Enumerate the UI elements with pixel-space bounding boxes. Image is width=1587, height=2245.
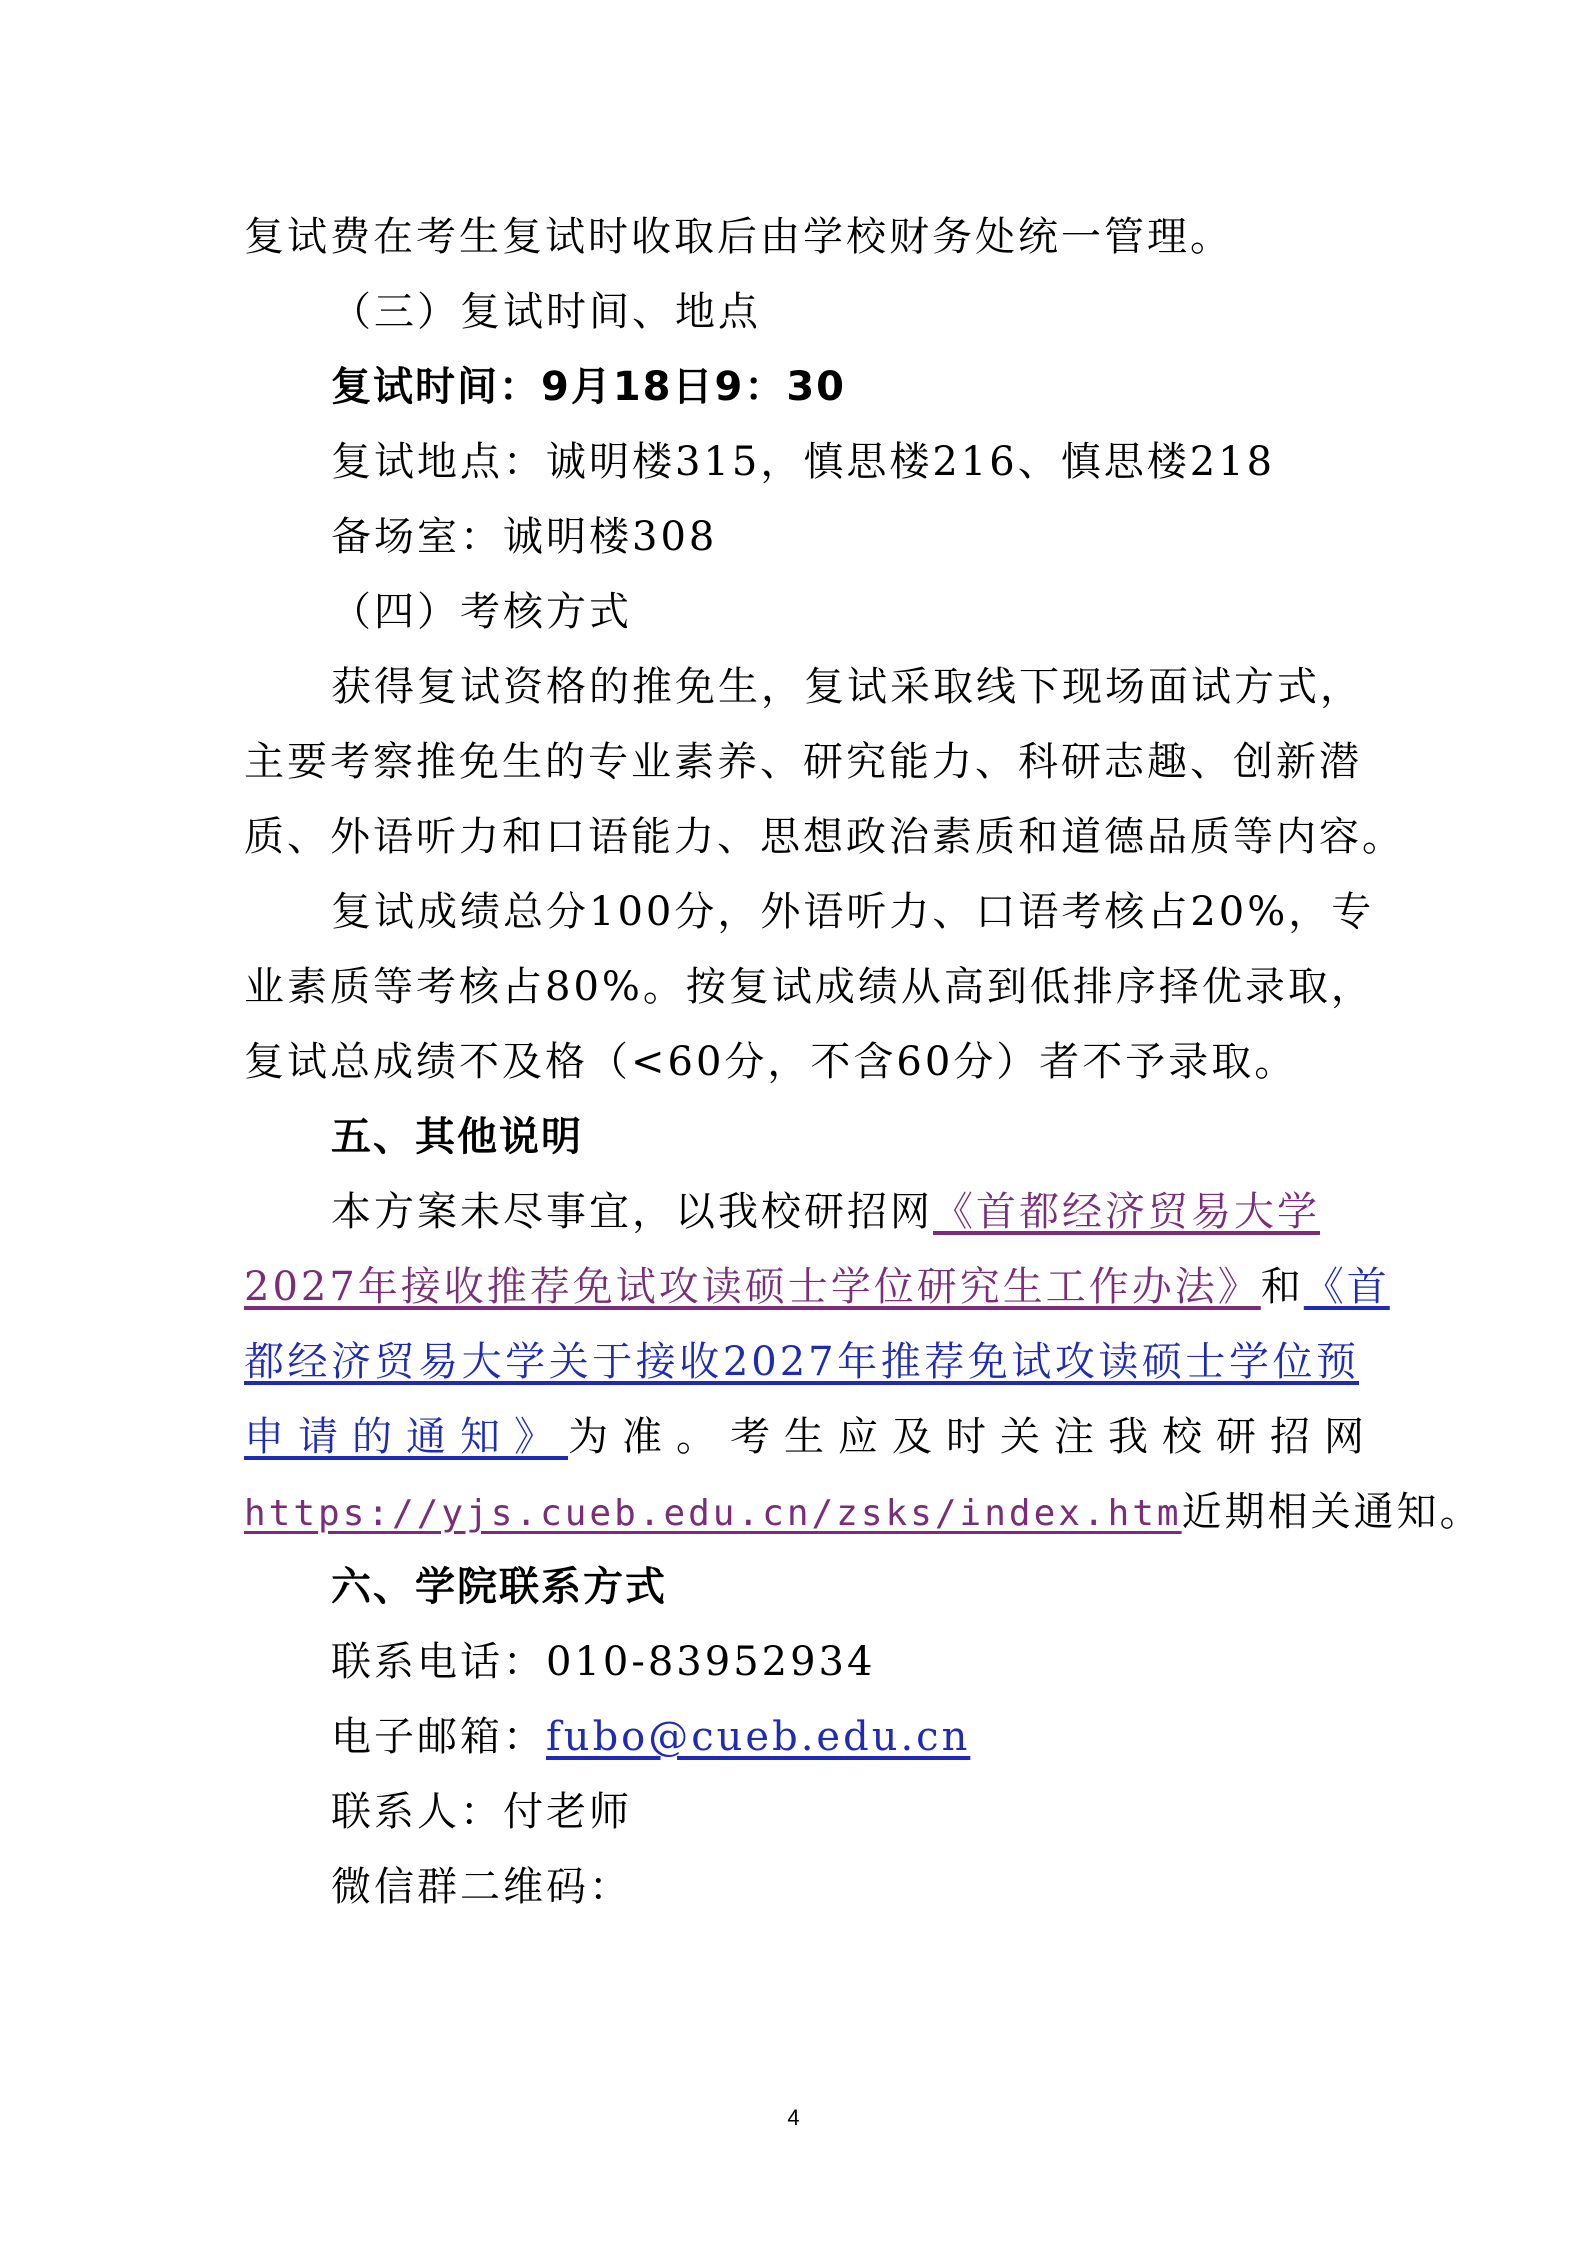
paragraph-notes-line-2 xyxy=(244,1250,1390,1325)
heading-assessment-method: （四）考核方式 xyxy=(331,589,632,635)
contact-email xyxy=(331,1700,1359,1775)
heading-other-notes: 五、其他说明 xyxy=(331,1114,583,1160)
admissions-website-link[interactable]: https://yjs.cueb.edu.cn/zsks/index.htm xyxy=(244,1493,1182,1534)
email-label: 电子邮箱： xyxy=(331,1714,546,1760)
admission-measures-link-cont[interactable]: 2027年接收推荐免试攻读硕士学位研究生工作办法》 xyxy=(244,1264,1261,1310)
paragraph-score-line-2: 业素质等考核占80%。按复试成绩从高到低排序择优录取， xyxy=(244,964,1374,1010)
wechat-qr-label: 微信群二维码： xyxy=(331,1864,632,1910)
heading-exam-time-place: （三）复试时间、地点 xyxy=(331,289,761,335)
contact-phone: 联系电话：010-83952934 xyxy=(331,1639,876,1685)
notes-text: 本方案未尽事宜，以我校研招网 xyxy=(331,1189,933,1235)
paragraph-notes-line-5 xyxy=(244,1475,1483,1550)
contact-person: 联系人：付老师 xyxy=(331,1789,632,1835)
paragraph-assessment-line-1: 获得复试资格的推免生，复试采取线下现场面试方式， xyxy=(331,664,1363,710)
pre-application-notice-link-cont[interactable]: 都经济贸易大学关于接收2027年推荐免试攻读硕士学位预 xyxy=(244,1339,1359,1385)
email-link[interactable]: fubo@cueb.edu.cn xyxy=(546,1714,971,1760)
page-number: 4 xyxy=(787,2105,800,2130)
paragraph-score-line-1: 复试成绩总分100分，外语听力、口语考核占20%，专 xyxy=(331,889,1375,935)
paragraph-assessment-line-3: 质、外语听力和口语能力、思想政治素质和道德品质等内容。 xyxy=(244,814,1405,860)
standby-room: 备场室：诚明楼308 xyxy=(331,514,718,560)
paragraph-notes-line-1 xyxy=(331,1175,1359,1250)
paragraph-assessment-line-2: 主要考察推免生的专业素养、研究能力、科研志趣、创新潜 xyxy=(244,739,1362,785)
exam-time: 复试时间：9月18日9：30 xyxy=(331,364,846,410)
paragraph-score-line-3: 复试总成绩不及格（<60分，不含60分）者不予录取。 xyxy=(244,1039,1298,1085)
paragraph-notes-line-3 xyxy=(244,1325,1359,1400)
paragraph-notes-line-4 xyxy=(244,1400,1378,1475)
notes-conjunction: 和 xyxy=(1260,1264,1304,1310)
paragraph-fee-note: 复试费在考生复试时收取后由学校财务处统一管理。 xyxy=(244,214,1233,260)
notes-text-end: 近期相关通知。 xyxy=(1181,1489,1483,1535)
heading-contact: 六、学院联系方式 xyxy=(331,1564,667,1610)
notes-text-cont: 为准。考生应及时关注我校研招网 xyxy=(568,1414,1378,1460)
admission-measures-link[interactable]: 《首都经济贸易大学 xyxy=(933,1189,1320,1235)
pre-application-notice-link-end[interactable]: 申请的通知》 xyxy=(244,1414,568,1460)
exam-location: 复试地点：诚明楼315，慎思楼216、慎思楼218 xyxy=(331,439,1276,485)
pre-application-notice-link[interactable]: 《首 xyxy=(1303,1264,1390,1310)
